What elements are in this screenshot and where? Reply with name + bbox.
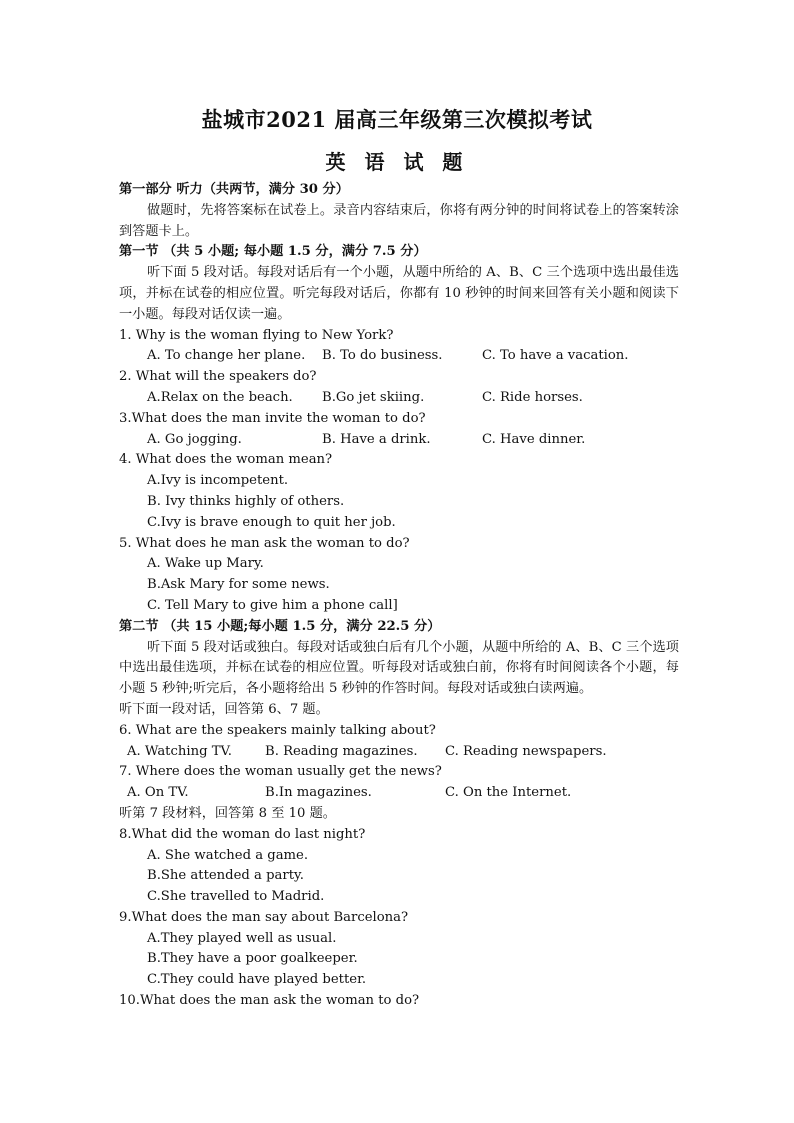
option-c: C.She travelled to Madrid. — [147, 889, 325, 905]
group-instruction: 听第 7 段材料，回答第 8 至 10 题。 — [119, 805, 336, 821]
group-instruction: 听下面一段对话，回答第 6、7 题。 — [119, 701, 329, 717]
options-row — [119, 783, 679, 804]
option-c: C. Tell Mary to give him a phone call] — [147, 597, 398, 613]
option-b: B. Reading magazines. — [265, 743, 418, 759]
option-b: B.She attended a party. — [147, 868, 304, 884]
option-b: B. To do business. — [322, 348, 443, 364]
question-text: 9.What does the man say about Barcelona? — [119, 909, 409, 925]
option-a: A. Wake up Mary. — [147, 556, 264, 572]
option-a: A. To change her plane. — [147, 348, 306, 364]
question-text: 3.What does the man invite the woman to do? — [119, 410, 426, 426]
options-row — [119, 388, 679, 409]
option-c: C. On the Internet. — [445, 785, 572, 801]
question-text: 4. What does the woman mean? — [119, 452, 333, 468]
question-text: 10.What does the man ask the woman to do? — [119, 993, 420, 1009]
option-a: A. On TV. — [127, 785, 189, 801]
option-a: A. Go jogging. — [147, 431, 242, 447]
question-text: 6. What are the speakers mainly talking about? — [119, 722, 436, 738]
section1-intro: 听下面 5 段对话。每段对话后有一个小题，从题中所给的 A、B、C 三个选项中选出最佳选项，并标在试卷的相应位置。听完每段对话后，你都有 10 秒钟的时间来回答有关小题和阅读下一小题。每段对话仅读一遍。 — [119, 265, 679, 322]
option-b: B. Ivy thinks highly of others. — [147, 493, 345, 509]
options-row — [119, 346, 679, 367]
section1-heading: 第一节 （共 5 小题; 每小题 1.5 分，满分 7.5 分） — [119, 244, 427, 260]
option-c: C. Have dinner. — [482, 431, 586, 447]
question-text: 1. Why is the woman flying to New York? — [119, 327, 394, 343]
page-title: 盐城市2021 届高三年级第三次模拟考试 — [201, 107, 593, 132]
option-c: C. Ride horses. — [482, 389, 583, 405]
part1-heading: 第一部分 听力（共两节，满分 30 分） — [119, 182, 349, 197]
option-b: B. Have a drink. — [322, 431, 431, 447]
option-c: C.They could have played better. — [147, 972, 367, 988]
page-subtitle: 英 语 试 题 — [325, 150, 469, 174]
question-text: 8.What did the woman do last night? — [119, 826, 366, 842]
option-a: A.Ivy is incompetent. — [147, 473, 289, 489]
question-text: 7. Where does the woman usually get the news? — [119, 764, 442, 780]
option-a: A.Relax on the beach. — [147, 389, 293, 405]
option-b: B.Ask Mary for some news. — [147, 577, 330, 593]
question-text: 5. What does he man ask the woman to do? — [119, 535, 410, 551]
option-c: C. To have a vacation. — [482, 348, 629, 364]
section2-intro: 听下面 5 段对话或独白。每段对话或独白后有几个小题，从题中所给的 A、B、C 三个选项中选出最佳选项，并标在试卷的相应位置。听每段对话或独白前，你将有时间阅读各个小题，每小题 5 秒钟;听完后，各小题将给出 5 秒钟的作答时间。每段对话或独白读两遍。 — [119, 639, 679, 697]
option-b: B.Go jet skiing. — [322, 389, 425, 405]
option-a: A.They played well as usual. — [147, 930, 337, 946]
option-b: B.They have a poor goalkeeper. — [147, 951, 358, 967]
option-c: C.Ivy is brave enough to quit her job. — [147, 514, 396, 530]
exam-content — [119, 180, 679, 1012]
section2-heading: 第二节 （共 15 小题;每小题 1.5 分，满分 22.5 分） — [119, 618, 441, 634]
question-text: 2. What will the speakers do? — [119, 369, 317, 385]
part1-intro: 做题时，先将答案标在试卷上。录音内容结束后，你将有两分钟的时间将试卷上的答案转涂到答题卡上。 — [119, 202, 679, 239]
option-b: B.In magazines. — [265, 785, 372, 801]
options-row — [119, 430, 679, 451]
option-a: A. She watched a game. — [147, 847, 309, 863]
options-row — [119, 742, 679, 763]
option-a: A. Watching TV. — [127, 743, 232, 759]
option-c: C. Reading newspapers. — [445, 743, 607, 759]
